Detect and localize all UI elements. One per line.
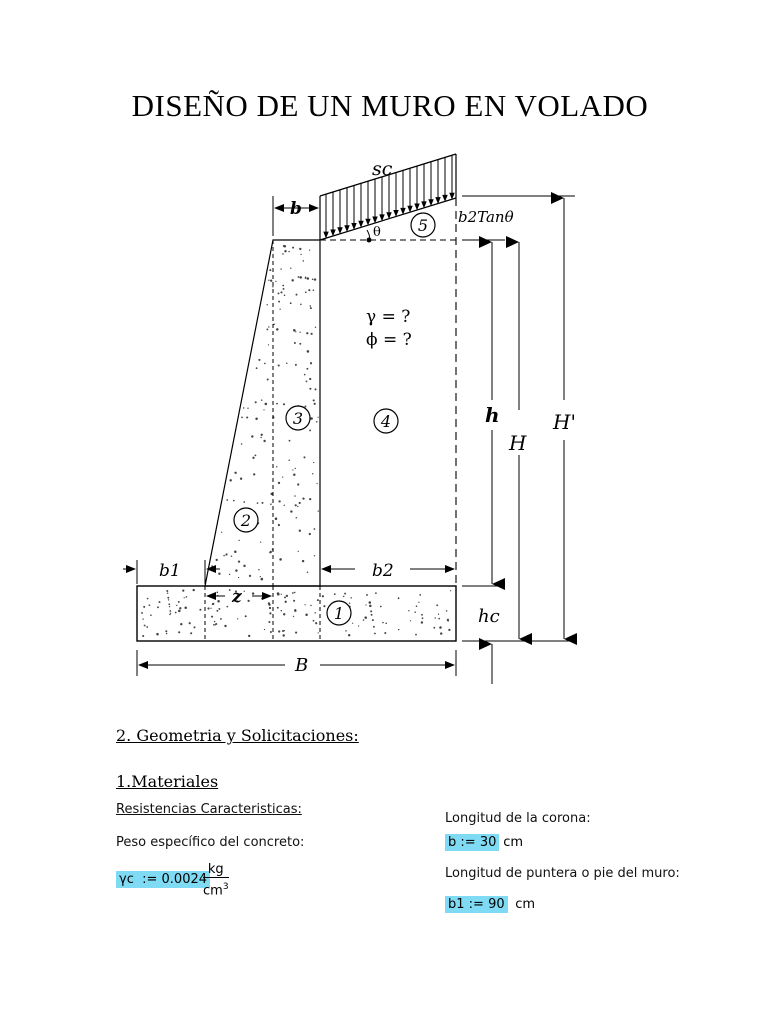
b1-assignment[interactable]: b1 := 90 [445,896,508,913]
label-hc: hc [478,606,500,627]
gamma-c-equation [116,872,210,887]
label-longitud-puntera: Longitud de puntera o pie del muro: [445,866,680,881]
label-theta: θ [373,225,381,240]
label-region-3: 3 [292,409,304,428]
label-longitud-corona: Longitud de la corona: [445,811,591,826]
gamma-c-assignment[interactable]: γc := 0.0024 [116,871,210,888]
label-b1: b1 [159,561,181,581]
label-z: z [232,587,242,607]
label-resistencias: Resistencias Caracteristicas: [116,802,302,817]
label-phi: ϕ = ? [366,330,412,350]
label-region-5: 5 [417,216,429,235]
label-sc: sc [372,158,393,180]
label-H: H [509,431,527,455]
section-heading-materiales: 1.Materiales [116,772,219,791]
concrete-texture [141,245,451,637]
section-heading-geometria: 2. Geometria y Solicitaciones: [116,726,359,745]
label-Hprime: H' [553,410,576,434]
label-b2tan: b2Tanθ [458,208,514,226]
label-gamma: γ = ? [366,307,411,327]
label-B: B [295,655,309,676]
b-equation: b := 30 cm [445,835,523,850]
page-title: DISEÑO DE UN MURO EN VOLADO [131,88,649,123]
gamma-c-unit: $\frac{kg}{cm^3}$ [203,862,229,899]
label-h: h [485,403,500,427]
label-b2: b2 [372,561,394,581]
b1-equation: b1 := 90 cm [445,897,535,912]
label-region-4: 4 [380,412,392,431]
b-assignment[interactable]: b := 30 [445,834,499,851]
label-peso-especifico: Peso específico del concreto: [116,835,305,850]
retaining-wall-diagram [0,140,768,700]
label-region-2: 2 [240,511,252,530]
label-region-1: 1 [333,604,345,623]
label-b: b [290,199,302,219]
